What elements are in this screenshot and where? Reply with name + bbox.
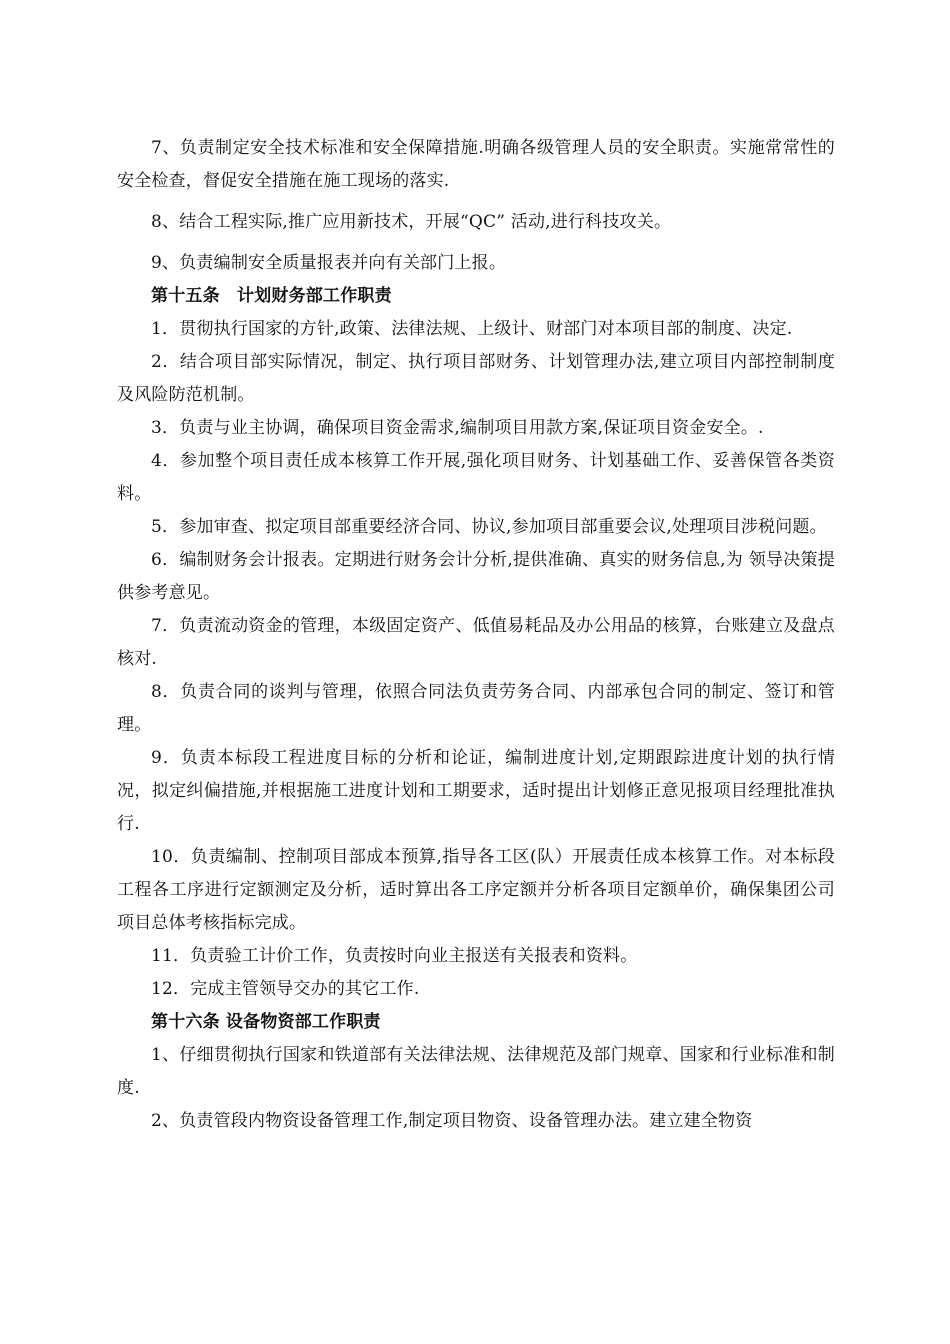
document-body bbox=[117, 132, 835, 1138]
paragraph: 1．贯彻执行国家的方针,政策、法律法规、上级计、财部门对本项目部的制度、决定. bbox=[151, 319, 793, 339]
paragraph: 2．结合项目部实际情况，制定、执行项目部财务、计划管理办法,建立项目内部控制制度及风险防范机制。 bbox=[117, 352, 835, 405]
paragraph: 10．负责编制、控制项目部成本预算,指导各工区(队）开展责任成本核算工作。对本标段工程各工序进行定额测定及分析，适时算出各工序定额并分析各项目定额单价，确保集团公司项目总体考核指标完成。 bbox=[117, 847, 835, 933]
paragraph: 8、结合工程实际,推广应用新技术，开展“QC” 活动,进行科技攻关。 bbox=[151, 212, 672, 232]
paragraph: 6．编制财务会计报表。定期进行财务会计分析,提供准确、真实的财务信息,为 领导决策提供参考意见。 bbox=[117, 550, 835, 603]
paragraph: 3．负责与业主协调，确保项目资金需求,编制项目用款方案,保证项目资金安全。. bbox=[151, 418, 764, 438]
paragraph: 7、负责制定安全技术标准和安全保障措施.明确各级管理人员的安全职责。实施常常性的安全检查，督促安全措施在施工现场的落实. bbox=[117, 138, 835, 191]
paragraph: 2、负责管段内物资设备管理工作,制定项目物资、设备管理办法。建立建全物资 bbox=[151, 1111, 753, 1131]
section-heading: 第十六条 设备物资部工作职责 bbox=[151, 1012, 381, 1032]
paragraph: 12．完成主管领导交办的其它工作. bbox=[151, 979, 420, 999]
paragraph: 7．负责流动资金的管理，本级固定资产、低值易耗品及办公用品的核算，台账建立及盘点核对. bbox=[117, 616, 835, 669]
paragraph: 4．参加整个项目责任成本核算工作开展,强化项目财务、计划基础工作、妥善保管各类资料。 bbox=[117, 451, 835, 504]
section-heading: 第十五条 计划财务部工作职责 bbox=[151, 286, 392, 306]
paragraph: 11．负责验工计价工作，负责按时向业主报送有关报表和资料。 bbox=[151, 946, 638, 966]
paragraph: 1、仔细贯彻执行国家和铁道部有关法律法规、法律规范及部门规章、国家和行业标准和制度. bbox=[117, 1045, 835, 1098]
paragraph: 9．负责本标段工程进度目标的分析和论证，编制进度计划,定期跟踪进度计划的执行情况，拟定纠偏措施,并根据施工进度计划和工期要求，适时提出计划修正意见报项目经理批准执行. bbox=[117, 748, 835, 834]
paragraph: 5．参加审查、拟定项目部重要经济合同、协议,参加项目部重要会议,处理项目涉税问题。 bbox=[151, 517, 827, 537]
paragraph: 9、负责编制安全质量报表并向有关部门上报。 bbox=[151, 253, 507, 273]
paragraph: 8．负责合同的谈判与管理，依照合同法负责劳务合同、内部承包合同的制定、签订和管理。 bbox=[117, 682, 835, 735]
